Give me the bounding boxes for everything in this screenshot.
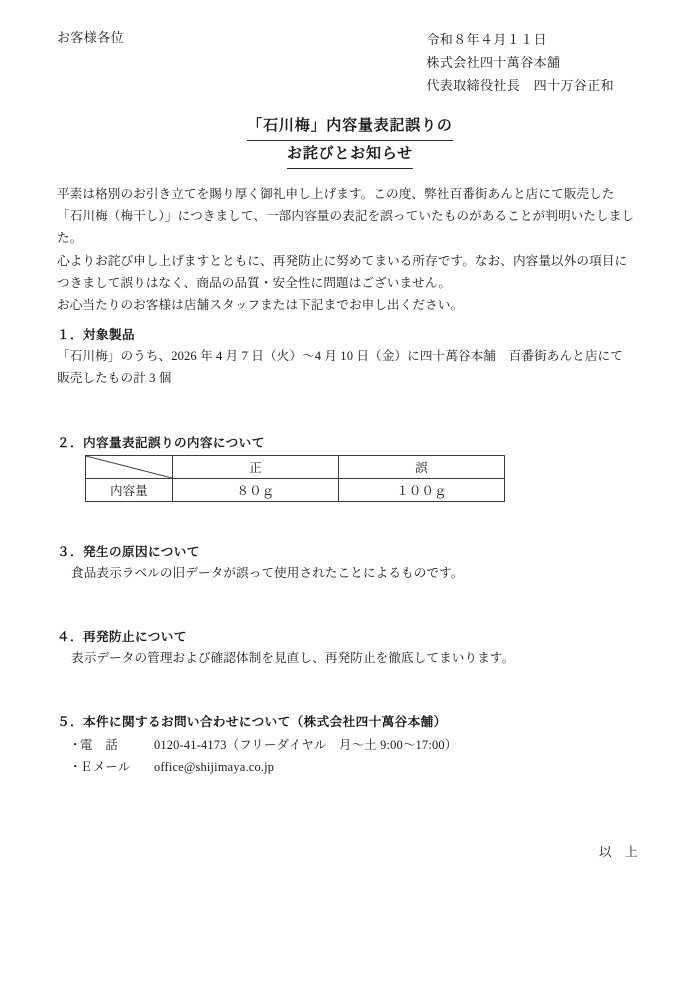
- section-3-line-1: 食品表示ラベルの旧データが誤って使用されたことによるものです。: [71, 566, 464, 580]
- section-cause: [57, 542, 652, 584]
- section-4-body: [57, 647, 652, 669]
- section-2-heading: ２．内容量表記誤りの内容について: [57, 436, 265, 450]
- body-line-4: つきまして誤りはなく、商品の品質・安全性に問題はございません。: [57, 275, 452, 290]
- table-header-correct: 正: [173, 456, 339, 479]
- body-line-5: お心当たりのお客様は店舗スタッフまたは下記までお申し出ください。: [57, 298, 464, 313]
- section-target-products: [57, 325, 652, 389]
- section-error-details: [57, 433, 652, 453]
- sender-company: 株式会社四十萬谷本舗: [426, 55, 561, 70]
- document-header: [57, 28, 643, 97]
- contact-row-phone: [57, 734, 652, 756]
- contact-label-phone: 電 話: [80, 738, 119, 752]
- table-cell-correct-value: ８０ｇ: [173, 479, 339, 502]
- table-row: [86, 479, 505, 502]
- table-cell-wrong-value: １００ｇ: [339, 479, 505, 502]
- closing-mark: 以 上: [599, 845, 638, 859]
- section-3-heading: ３．発生の原因について: [57, 545, 200, 559]
- section-1-heading: １．対象製品: [57, 328, 135, 342]
- section-contact: [57, 712, 652, 778]
- title-line-1: 「石川梅」内容量表記誤りの: [247, 114, 452, 141]
- contact-list: [57, 734, 652, 778]
- contact-row-email: [57, 756, 652, 778]
- contact-value-email[interactable]: office@shijimaya.co.jp: [154, 760, 275, 774]
- table-header-wrong: 誤: [339, 456, 505, 479]
- section-prevention: [57, 627, 652, 669]
- table-corner-cell: [86, 456, 173, 479]
- document-date: 令和８年４月１１日: [426, 32, 547, 47]
- contact-value-phone[interactable]: 0120-41-4173（フリーダイヤル 月～土 9:00～17:00）: [154, 738, 458, 752]
- section-1-line-1: 「石川梅」のうち、2026 年 4 月 7 日（火）～4 月 10 日（金）に四十萬谷本舗 百番街あんと店にて: [57, 349, 623, 363]
- body-line-1: 平素は格別のお引き立てを賜り厚く御礼申し上げます。この度、弊社百番街あんと店にて販売した: [57, 187, 615, 201]
- bullet-icon: ・: [69, 760, 82, 774]
- table-row-label-net-weight: 内容量: [86, 479, 173, 502]
- section-1-body: [57, 345, 652, 389]
- bullet-icon: ・: [69, 738, 82, 752]
- contact-label-email: Ｅメール: [80, 760, 131, 774]
- document-title: [0, 113, 700, 169]
- table-header-row: [86, 456, 505, 479]
- section-5-heading: ５．本件に関するお問い合わせについて（株式会社四十萬谷本舗）: [57, 715, 447, 729]
- addressee: お客様各位: [57, 30, 125, 45]
- sender-representative: 代表取締役社長 四十万谷正和: [426, 78, 614, 93]
- sender-block: [426, 28, 614, 97]
- spec-table: [85, 455, 505, 502]
- section-4-line-1: 表示データの管理および確認体制を見直し、再発防止を徹底してまいります。: [71, 651, 515, 665]
- section-1-line-2: 販売したもの計 3 個: [57, 371, 172, 386]
- spec-table-wrapper: [85, 455, 505, 502]
- section-4-heading: ４．再発防止について: [57, 630, 187, 644]
- diagonal-line-icon: [86, 456, 172, 478]
- title-line-2: お詫びとお知らせ: [287, 142, 413, 169]
- body-paragraph: [57, 183, 652, 316]
- body-line-3: 心よりお詫び申し上げますとともに、再発防止に努めてまいる所存です。なお、内容量以外の項目に: [57, 253, 628, 268]
- section-3-body: [57, 562, 652, 584]
- body-line-2: 「石川梅（梅干し）」につきまして、一部内容量の表記を誤っていたものがあることが判明いたしました。: [57, 209, 635, 246]
